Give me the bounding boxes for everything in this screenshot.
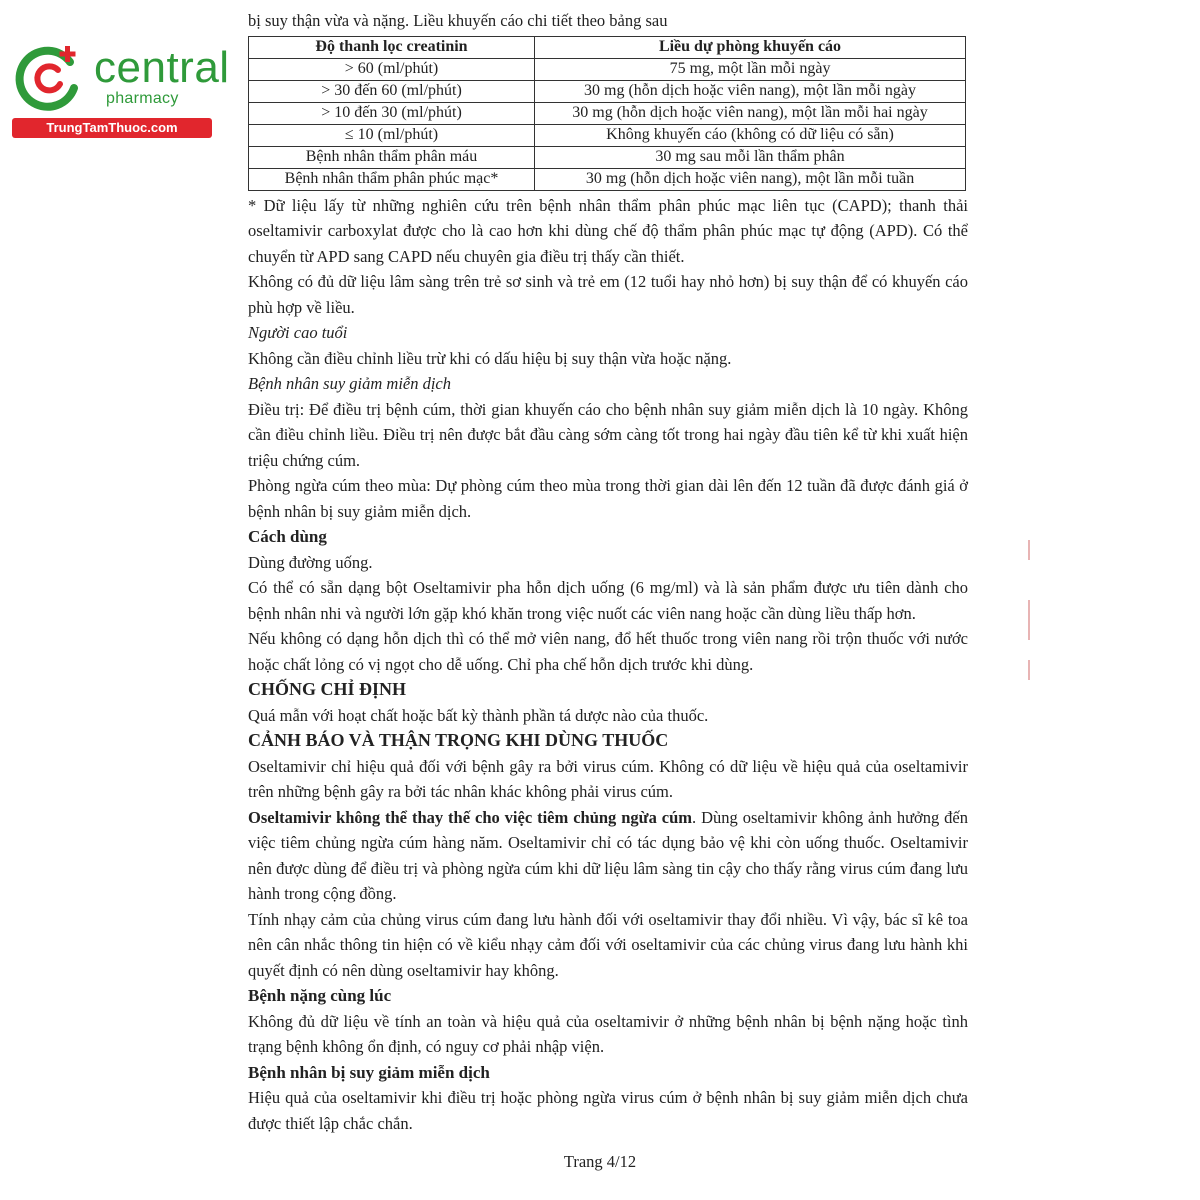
table-cell: 30 mg (hỗn dịch hoặc viên nang), một lần mỗi ngày	[535, 80, 966, 102]
table-cell: ≤ 10 (ml/phút)	[249, 124, 535, 146]
usage-p3: Nếu không có dạng hỗn dịch thì có thể mở viên nang, đổ hết thuốc trong viên nang rồi trộn thuốc với nước hoặc chất lỏng có vị ngọt cho dễ uống. Chỉ pha chế hỗn dịch trước khi dùng.	[248, 629, 968, 674]
elderly-heading: Người cao tuổi	[248, 323, 348, 342]
contra-text: Quá mẫn với hoạt chất hoặc bất kỳ thành phần tá dược nào của thuốc.	[248, 705, 709, 725]
table-header-cell: Độ thanh lọc creatinin	[249, 36, 535, 58]
contra-heading: CHỐNG CHỈ ĐỊNH	[248, 679, 407, 699]
table-cell: 30 mg (hỗn dịch hoặc viên nang), một lần mỗi hai ngày	[535, 102, 966, 124]
table-row	[249, 146, 966, 168]
table-cell: 30 mg sau mỗi lần thẩm phân	[535, 146, 966, 168]
immuno-heading: Bệnh nhân suy giảm miễn dịch	[248, 374, 452, 393]
table-row	[249, 102, 966, 124]
document-body	[248, 8, 968, 1136]
table-cell: Không khuyến cáo (không có dữ liệu có sẵn)	[535, 124, 966, 146]
table-cell: > 60 (ml/phút)	[249, 58, 535, 80]
table-footnote: * Dữ liệu lấy từ những nghiên cứu trên bệnh nhân thẩm phân phúc mạc liên tục (CAPD); thanh thải oseltamivir carboxylat được cho là cao hơn khi dùng chế độ thẩm phân phúc mạc tự động (APD). Có thể chuyển từ APD sang CAPD nếu chuyên gia điều trị thấy cần thiết.	[248, 195, 968, 266]
table-row	[249, 168, 966, 190]
brand-url[interactable]: TrungTamThuoc.com	[12, 118, 212, 138]
warnings-heading: CẢNH BÁO VÀ THẬN TRỌNG KHI DÙNG THUỐC	[248, 730, 669, 750]
logo-mark-icon	[12, 40, 86, 114]
immuno2-heading: Bệnh nhân bị suy giảm miễn dịch	[248, 1062, 490, 1082]
usage-p2: Có thể có sẵn dạng bột Oseltamivir pha hỗn dịch uống (6 mg/ml) và là sản phẩm được ưu tiên dành cho bệnh nhân nhi và người lớn gặp khó khăn trong việc nuốt các viên nang hoặc cần dùng liều thấp hơn.	[248, 578, 968, 623]
table-row	[249, 124, 966, 146]
usage-p1: Dùng đường uống.	[248, 552, 373, 572]
warnings-p2-bold: Oseltamivir không thể thay thế cho việc tiêm chủng ngừa cúm	[248, 807, 693, 827]
immuno-prevention: Phòng ngừa cúm theo mùa: Dự phòng cúm theo mùa trong thời gian dài lên đến 12 tuần đã được đánh giá ở bệnh nhân bị suy giảm miễn dịch.	[248, 476, 968, 521]
immuno2-text: Hiệu quả của oseltamivir khi điều trị hoặc phòng ngừa virus cúm ở bệnh nhân bị suy giảm miễn dịch chưa được thiết lập chắc chắn.	[248, 1088, 968, 1133]
children-note: Không có đủ dữ liệu lâm sàng trên trẻ sơ sinh và trẻ em (12 tuổi hay nhỏ hơn) bị suy thận để có khuyến cáo phù hợp về liều.	[248, 272, 968, 317]
table-cell: 75 mg, một lần mỗi ngày	[535, 58, 966, 80]
serious-heading: Bệnh nặng cùng lúc	[248, 986, 392, 1005]
warnings-p1: Oseltamivir chỉ hiệu quả đối với bệnh gây ra bởi virus cúm. Không có dữ liệu về hiệu quả của oseltamivir trên những bệnh gây ra bởi tác nhân khác không phải virus cúm.	[248, 756, 968, 801]
table-row	[249, 58, 966, 80]
table-cell: Bệnh nhân thẩm phân phúc mạc*	[249, 168, 535, 190]
brand-sub: pharmacy	[106, 90, 179, 107]
table-cell: 30 mg (hỗn dịch hoặc viên nang), một lần mỗi tuần	[535, 168, 966, 190]
intro-text: bị suy thận vừa và nặng. Liều khuyến cáo chi tiết theo bảng sau	[248, 11, 668, 30]
warnings-p2	[248, 805, 968, 907]
brand-name: central	[94, 43, 230, 92]
margin-mark	[1028, 540, 1030, 560]
table-header-row	[249, 36, 966, 58]
immuno-treatment: Điều trị: Để điều trị bệnh cúm, thời gian khuyến cáo cho bệnh nhân suy giảm miễn dịch là 10 ngày. Không cần điều chỉnh liều. Điều trị nên được bắt đầu càng sớm càng tốt trong hai ngày đầu tiên kể từ khi xuất hiện triệu chứng cúm.	[248, 399, 968, 470]
table-cell: > 10 đến 30 (ml/phút)	[249, 102, 535, 124]
table-cell: Bệnh nhân thẩm phân máu	[249, 146, 535, 168]
dosage-table	[248, 36, 966, 191]
table-row	[249, 80, 966, 102]
serious-text: Không đủ dữ liệu về tính an toàn và hiệu quả của oseltamivir ở những bệnh nhân bị bệnh nặng hoặc tình trạng bệnh không ổn định, có nguy cơ phải nhập viện.	[248, 1011, 968, 1056]
margin-mark	[1028, 660, 1030, 680]
table-cell: > 30 đến 60 (ml/phút)	[249, 80, 535, 102]
page-number: Trang 4/12	[563, 1152, 637, 1171]
margin-mark	[1028, 600, 1030, 640]
warnings-p2-rest: . Dùng oseltamivir không ảnh hưởng đến việc tiêm chủng ngừa cúm hàng năm. Oseltamivir chỉ có tác dụng bảo vệ khi còn uống thuốc. Oseltamivir nên được dùng để điều trị và phòng ngừa cúm khi dữ liệu lâm sàng tin cậy cho thấy rằng virus cúm đang lưu hành trong cộng đồng.	[248, 807, 969, 903]
elderly-text: Không cần điều chỉnh liều trừ khi có dấu hiệu bị suy thận vừa hoặc nặng.	[248, 348, 732, 368]
warnings-p3: Tính nhạy cảm của chủng virus cúm đang lưu hành đối với oseltamivir thay đổi nhiều. Vì vậy, bác sĩ kê toa nên cân nhắc thông tin hiện có về kiểu nhạy cảm đối với oseltamivir của các chủng virus đang lưu hành khi quyết định có nên dùng oseltamivir hay không.	[248, 909, 968, 980]
table-header-cell: Liều dự phòng khuyến cáo	[535, 36, 966, 58]
usage-heading: Cách dùng	[248, 527, 327, 546]
central-pharmacy-logo[interactable]	[10, 38, 230, 138]
